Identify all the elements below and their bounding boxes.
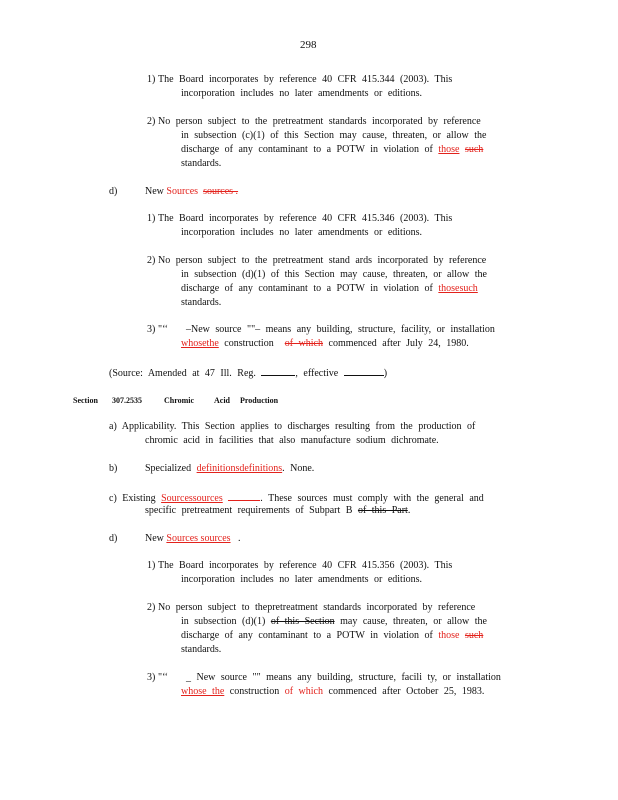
deleted-text: of this Part — [357, 505, 408, 516]
text-fragment: commenced after October 25, 1983. — [328, 686, 485, 697]
text-fragment: . None. — [282, 463, 315, 474]
deleted-text: sources . — [203, 186, 239, 197]
text-fragment: construction — [229, 686, 280, 697]
text-fragment: may cause, threaten, or allow the — [340, 616, 487, 627]
text-fragment: (Source: Amended at 47 Ill. Reg. — [109, 368, 256, 379]
paragraph-line — [181, 282, 478, 296]
text-fragment: Specialized — [145, 463, 192, 474]
inserted-text: whosethe — [181, 338, 219, 349]
blank-line — [344, 365, 384, 376]
inserted-text: of which — [284, 686, 323, 697]
inserted-text: Sources sources — [166, 533, 231, 544]
paragraph-line — [181, 685, 484, 699]
paragraph-line: standards. — [181, 644, 222, 655]
text-fragment: ) — [383, 368, 388, 379]
text-fragment: . These sources must comply with the general and — [260, 493, 484, 504]
paragraph-line — [181, 143, 483, 157]
section-title-word: Chromic — [164, 396, 195, 405]
section-number: 307.2535 — [112, 396, 142, 405]
subsection-letter: b) — [109, 463, 118, 474]
paragraph-line: The Board incorporates by reference 40 CFR 415.356 (2003). This — [158, 560, 453, 571]
item-number: 3) — [147, 324, 156, 335]
paragraph-line — [181, 629, 483, 643]
subsection-letter: d) — [109, 533, 118, 544]
blank-line — [261, 365, 295, 376]
paragraph-line — [145, 462, 314, 476]
paragraph-line: in subsection (c)(1) of this Section may cause, threaten, or allow the — [181, 130, 487, 141]
paragraph-line: chromic acid in facilities that also manufacture sodium dichromate. — [145, 435, 439, 446]
item-number: 1) — [147, 560, 156, 571]
item-number: 2) — [147, 255, 156, 266]
paragraph-line: incorporation includes no later amendments or editions. — [181, 227, 422, 238]
inserted-text: Sourcessources — [161, 493, 223, 504]
text-fragment: discharge of any contaminant to a POTW in violation of — [181, 144, 433, 155]
page-number: 298 — [300, 39, 317, 51]
quote-mark: "‘‘ — [158, 672, 168, 683]
deleted-text: of which — [284, 338, 323, 349]
inserted-text: definitionsdefinitions — [196, 463, 283, 474]
text-fragment: New — [145, 186, 164, 197]
paragraph-line: –New source ""– means any building, structure, facility, or installation — [186, 324, 495, 335]
text-fragment: specific pretreatment requirements of Subpart B — [145, 505, 353, 516]
text-fragment: commenced after July 24, 1980. — [328, 338, 469, 349]
deleted-text: such — [464, 144, 484, 155]
text-fragment: , effective — [295, 368, 339, 379]
text-fragment: discharge of any contaminant to a POTW in violation of — [181, 630, 433, 641]
paragraph-line: incorporation includes no later amendments or editions. — [181, 88, 422, 99]
paragraph-line — [145, 504, 410, 518]
subsection-heading — [145, 185, 238, 199]
inserted-text: whose the — [181, 686, 225, 697]
text-fragment: . — [407, 505, 411, 516]
text-fragment: in subsection (d)(1) — [181, 616, 266, 627]
section-title-word: Acid — [214, 396, 230, 405]
inserted-text: Sources — [166, 186, 199, 197]
item-number: 1) — [147, 213, 156, 224]
deleted-text: of this Section — [270, 616, 335, 627]
subsection-letter: d) — [109, 186, 118, 197]
text-fragment: discharge of any contaminant to a POTW in violation of — [181, 283, 433, 294]
deleted-text: such — [464, 630, 484, 641]
paragraph-line: _ New source "" means any building, structure, facili ty, or installation — [186, 672, 501, 683]
source-note — [109, 365, 387, 381]
paragraph-line — [181, 615, 487, 629]
paragraph-line: No person subject to the pretreatment stand ards incorporated by reference — [158, 255, 487, 266]
paragraph-line: in subsection (d)(1) of this Section may cause, threaten, or allow the — [181, 269, 487, 280]
item-number: 2) — [147, 116, 156, 127]
item-number: 1) — [147, 74, 156, 85]
text-fragment: c) Existing — [109, 493, 156, 504]
inserted-text: thosesuch — [438, 283, 478, 294]
section-label: Section — [73, 396, 98, 405]
paragraph-line: a) Applicability. This Section applies to discharges resulting from the production of — [109, 421, 476, 432]
paragraph-line: No person subject to thepretreatment standards incorporated by reference — [158, 602, 476, 613]
inserted-text: those — [438, 630, 460, 641]
text-fragment: construction — [224, 338, 274, 349]
section-title-word: Production — [240, 396, 279, 405]
paragraph-line: The Board incorporates by reference 40 CFR 415.346 (2003). This — [158, 213, 453, 224]
text-fragment: . — [238, 533, 241, 544]
paragraph-line: No person subject to the pretreatment standards incorporated by reference — [158, 116, 481, 127]
item-number: 3) — [147, 672, 156, 683]
paragraph-line: The Board incorporates by reference 40 CFR 415.344 (2003). This — [158, 74, 453, 85]
inserted-text: those — [438, 144, 460, 155]
paragraph-line: standards. — [181, 297, 222, 308]
item-number: 2) — [147, 602, 156, 613]
paragraph-line — [181, 337, 469, 351]
paragraph-line: incorporation includes no later amendments or editions. — [181, 574, 422, 585]
deleted-line — [228, 490, 260, 501]
paragraph-line: standards. — [181, 158, 222, 169]
subsection-heading — [145, 532, 241, 546]
quote-mark: "‘‘ — [158, 324, 168, 335]
text-fragment: New — [145, 533, 164, 544]
